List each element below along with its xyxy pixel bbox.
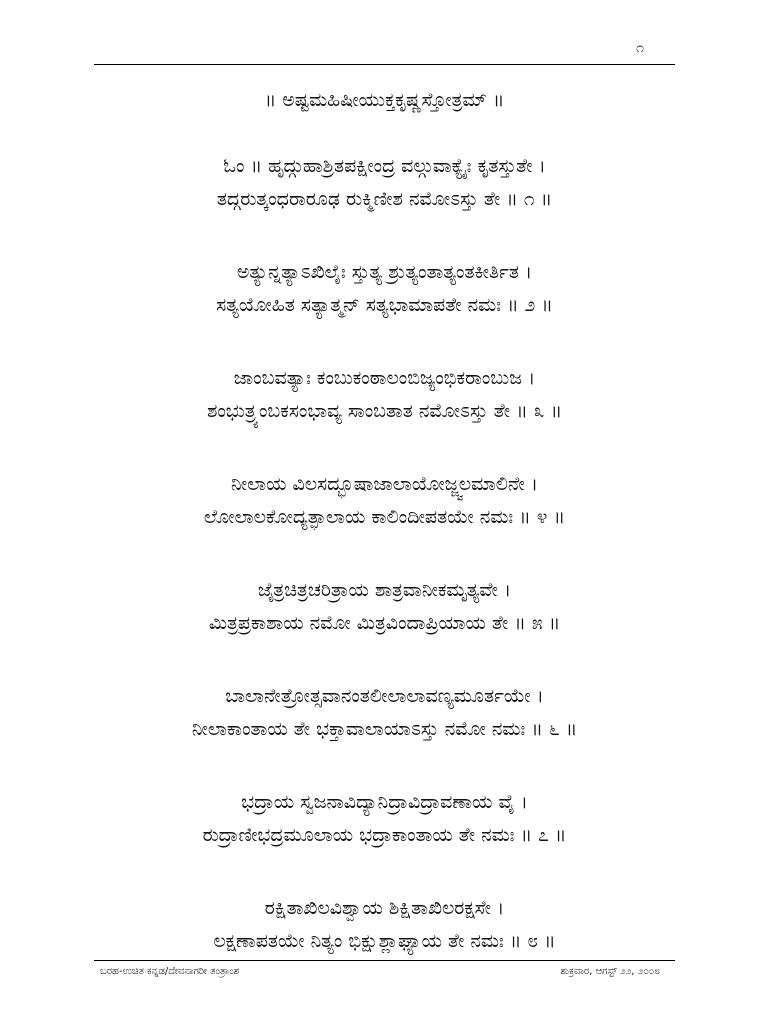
verse-line: ಜಾಂಬವತ್ಯಾಃ ಕಂಬುಕಂಠಾಲಂಬಿಜ್ಯಂಭಿಕರಾಂಬುಜ । [233, 367, 536, 389]
verse-line: ಶಂಭುತ್ರ್ಯಂಬಕಸಂಭಾವ್ಯ ಸಾಂಬತಾತ ನಮೋಽಸ್ತು ತೇ ॥ ೩ ॥ [206, 400, 563, 422]
verse-line: ರಕ್ಷಿತಾಖಿಲವಿಶ್ವಾಯ ಶಿಕ್ಷಿತಾಖಿಲರಕ್ಷಸೇ । [264, 897, 505, 919]
verse-line: ಭದ್ರಾಯ ಸ್ವಜನಾವಿದ್ಯಾನಿದ್ರಾವಿದ್ರಾವಣಾಯ ವೈ । [241, 791, 528, 813]
stotra-title: ॥ ಅಷ್ಟಮಹಿಷೀಯುಕ್ತಕೃಷ್ಣಸ್ತೋತ್ರಮ್ ॥ [264, 89, 505, 111]
verse-line: ಲೋಲಾಲಕೋದ್ಯತ್ಫಾಲಾಯ ಕಾಲಿಂದೀಪತಯೇ ನಮಃ ॥ ೪ ॥ [203, 506, 566, 528]
verse-line: ನೀಲಾಯ ವಿಲಸದ್ಭೂಷಾಜಾಲಾಯೋಜ್ಜ್ವಲಮಾಲಿನೇ । [231, 473, 538, 495]
verse-4 [94, 468, 675, 534]
verse-line: ಜೈತ್ರಚಿತ್ರಚರಿತ್ರಾಯ ಶಾತ್ರವಾನೀಕಮೃತ್ಯವೇ । [257, 579, 512, 601]
verse-line: ನೀಲಾಕಾಂತಾಯ ತೇ ಭಕ್ತಾವಾಲಾಯಾಽಸ್ತು ನಮೋ ನಮಃ ॥ ೬ ॥ [191, 718, 578, 740]
verse-line: ಮಿತ್ರಪ್ರಕಾಶಾಯ ನಮೋ ಮಿತ್ರವಿಂದಾಪ್ರಿಯಾಯ ತೇ ॥ ೫ ॥ [208, 612, 561, 634]
stotra-body [94, 86, 675, 998]
verse-5 [94, 574, 675, 640]
verse-line: ಲಕ್ಷಣಾಪತಯೇ ನಿತ್ಯಂ ಭಿಕ್ಷುಶ್ಲಾಘ್ಯಾಯ ತೇ ನಮಃ ॥ ೮ ॥ [213, 930, 556, 952]
footer-date: ಶುಕ್ರವಾರ, ಆಗಸ್ಟ್ ೨೨, ೨೦೦೮ [560, 966, 660, 977]
verse-line: ಸತ್ಯಯೋಹಿತ ಸತ್ಯಾತ್ಮನ್ ಸತ್ಯಭಾಮಾಪತೇ ನಮಃ ॥ ೨ ॥ [216, 294, 553, 316]
footer-software-credit: ಬರಹ-ಉಚಿತ ಕನ್ನಡ/ದೇವನಾಗರೀ ತಂತ್ರಾಂಶ [100, 966, 240, 977]
verse-line: ಬಾಲಾನೇತ್ರೋತ್ಸವಾನಂತಲೀಲಾಲಾವಣ್ಯಮೂರ್ತಯೇ । [225, 685, 544, 707]
verse-1 [94, 150, 675, 216]
verse-6 [94, 680, 675, 746]
verse-8 [94, 892, 675, 958]
header-divider [94, 64, 675, 65]
verse-3 [94, 362, 675, 428]
verse-line: ಅತ್ಯುನ್ನತ್ಯಾಽಖಿಲೈಃ ಸ್ತುತ್ಯ ಶ್ರುತ್ಯಂತಾತ್ಯಂತಕೀರ್ತಿತ । [236, 261, 533, 283]
page-number: ೧ [636, 40, 644, 56]
verse-line: ತದ್ಗರುತ್ಕಂಧರಾರೂಢ ರುಕ್ಮಿಣೀಶ ನಮೋಽಸ್ತು ತೇ ॥ ೧ ॥ [216, 188, 553, 210]
footer-divider [94, 960, 675, 961]
verse-line: ಓಂ ॥ ಹೃದ್ಗುಹಾಶ್ರಿತಪಕ್ಷೀಂದ್ರ ವಲ್ಗುವಾಕ್ಯೈಃ ಕೃತಸ್ತುತೇ । [223, 155, 546, 177]
verse-7 [94, 786, 675, 852]
verse-2 [94, 256, 675, 322]
verse-line: ರುದ್ರಾಣೀಭದ್ರಮೂಲಾಯ ಭದ್ರಾಕಾಂತಾಯ ತೇ ನಮಃ ॥ ೭ ॥ [202, 824, 567, 846]
